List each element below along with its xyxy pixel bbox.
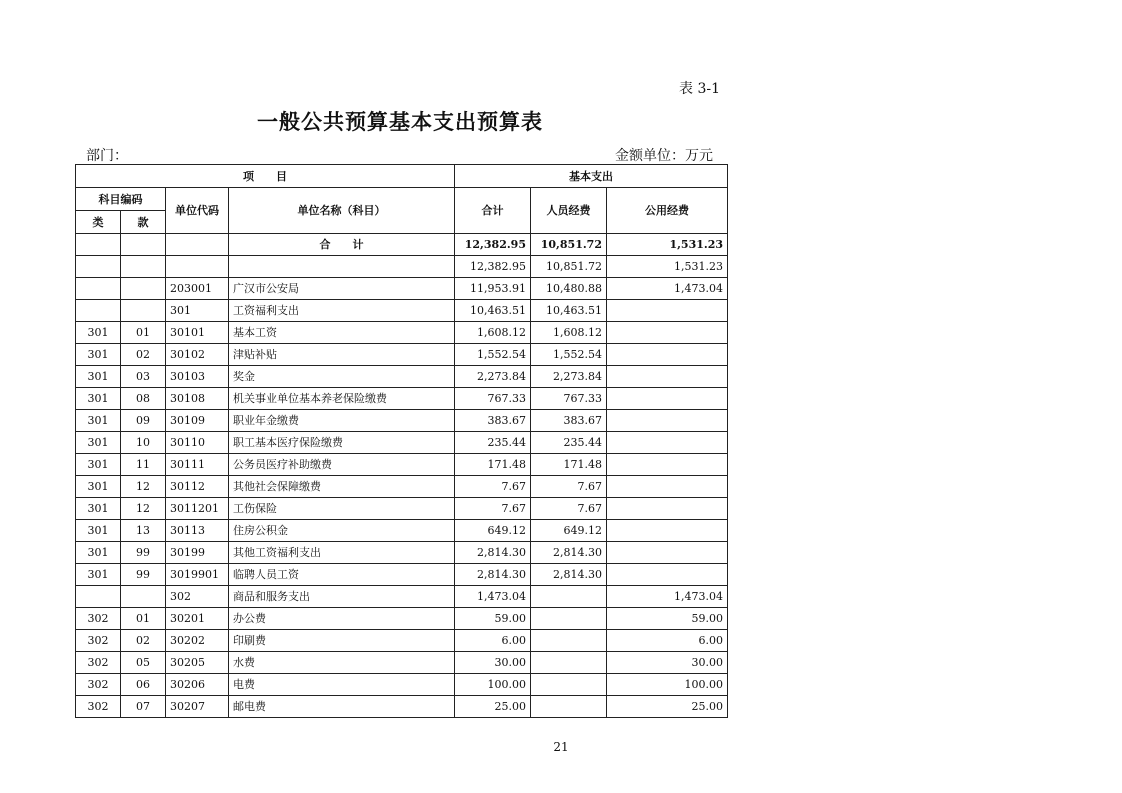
cell-total: 7.67 [455, 498, 531, 520]
table-row [76, 476, 728, 498]
cell-lei: 302 [76, 608, 121, 630]
cell-code: 30113 [166, 520, 229, 542]
cell-personnel [531, 630, 607, 652]
header-unit-code: 单位代码 [166, 188, 229, 234]
cell-lei: 302 [76, 630, 121, 652]
header-subject-code: 科目编码 [76, 188, 166, 211]
cell-lei: 301 [76, 366, 121, 388]
cell-public [607, 454, 728, 476]
cell-lei: 301 [76, 432, 121, 454]
cell-personnel: 7.67 [531, 476, 607, 498]
cell-public [607, 300, 728, 322]
cell-total: 2,814.30 [455, 542, 531, 564]
cell-code: 30102 [166, 344, 229, 366]
cell-kuan: 13 [121, 520, 166, 542]
cell-personnel [531, 608, 607, 630]
cell-total: 6.00 [455, 630, 531, 652]
cell-lei: 302 [76, 652, 121, 674]
cell-name: 电费 [229, 674, 455, 696]
table-row [76, 652, 728, 674]
table-row [76, 432, 728, 454]
table-row [76, 300, 728, 322]
header-unit-name: 单位名称（科目） [229, 188, 455, 234]
cell-personnel: 10,480.88 [531, 278, 607, 300]
cell-total: 383.67 [455, 410, 531, 432]
cell-code: 30101 [166, 322, 229, 344]
cell-kuan: 05 [121, 652, 166, 674]
cell-lei: 301 [76, 564, 121, 586]
cell-kuan [121, 256, 166, 278]
table-row [76, 278, 728, 300]
table-row [76, 564, 728, 586]
page-title: 一般公共预算基本支出预算表 [257, 109, 543, 134]
cell-kuan [121, 586, 166, 608]
cell-personnel: 10,851.72 [531, 256, 607, 278]
header-item: 项 目 [76, 165, 455, 188]
cell-lei: 301 [76, 454, 121, 476]
amount-unit-label: 金额单位：万元 [615, 148, 713, 164]
table-number: 表 3-1 [679, 81, 720, 97]
cell-total: 12,382.95 [455, 234, 531, 256]
cell-name: 工资福利支出 [229, 300, 455, 322]
cell-kuan [121, 234, 166, 256]
cell-lei [76, 586, 121, 608]
cell-kuan [121, 278, 166, 300]
cell-personnel: 235.44 [531, 432, 607, 454]
cell-kuan: 06 [121, 674, 166, 696]
cell-lei: 301 [76, 520, 121, 542]
cell-name: 广汉市公安局 [229, 278, 455, 300]
cell-code: 30206 [166, 674, 229, 696]
cell-code: 30108 [166, 388, 229, 410]
cell-total: 10,463.51 [455, 300, 531, 322]
table-row [76, 586, 728, 608]
cell-lei [76, 278, 121, 300]
cell-kuan: 99 [121, 564, 166, 586]
table-row [76, 344, 728, 366]
cell-kuan: 02 [121, 630, 166, 652]
cell-public [607, 366, 728, 388]
cell-kuan: 02 [121, 344, 166, 366]
cell-total: 100.00 [455, 674, 531, 696]
cell-lei [76, 234, 121, 256]
cell-kuan: 08 [121, 388, 166, 410]
cell-code: 30205 [166, 652, 229, 674]
table-row [76, 696, 728, 718]
cell-personnel: 10,463.51 [531, 300, 607, 322]
cell-personnel: 2,814.30 [531, 564, 607, 586]
table-row [76, 674, 728, 696]
page-number: 21 [553, 740, 569, 754]
cell-lei: 301 [76, 476, 121, 498]
cell-public: 1,531.23 [607, 234, 728, 256]
cell-personnel: 2,273.84 [531, 366, 607, 388]
cell-code: 30103 [166, 366, 229, 388]
cell-name: 职业年金缴费 [229, 410, 455, 432]
cell-total: 11,953.91 [455, 278, 531, 300]
cell-personnel: 1,552.54 [531, 344, 607, 366]
cell-code [166, 234, 229, 256]
cell-code: 30199 [166, 542, 229, 564]
table-row [76, 322, 728, 344]
cell-public: 25.00 [607, 696, 728, 718]
cell-personnel: 383.67 [531, 410, 607, 432]
cell-kuan: 12 [121, 498, 166, 520]
cell-name: 住房公积金 [229, 520, 455, 542]
cell-name: 机关事业单位基本养老保险缴费 [229, 388, 455, 410]
cell-name: 工伤保险 [229, 498, 455, 520]
cell-total: 1,608.12 [455, 322, 531, 344]
table-row [76, 454, 728, 476]
cell-total: 767.33 [455, 388, 531, 410]
cell-kuan: 10 [121, 432, 166, 454]
header-personnel: 人员经费 [531, 188, 607, 234]
cell-kuan: 07 [121, 696, 166, 718]
cell-total: 12,382.95 [455, 256, 531, 278]
cell-lei [76, 256, 121, 278]
cell-public [607, 476, 728, 498]
cell-name: 印刷费 [229, 630, 455, 652]
cell-lei: 301 [76, 388, 121, 410]
cell-name [229, 256, 455, 278]
cell-code: 3011201 [166, 498, 229, 520]
cell-code: 3019901 [166, 564, 229, 586]
cell-code: 30201 [166, 608, 229, 630]
cell-name: 其他社会保障缴费 [229, 476, 455, 498]
cell-name: 其他工资福利支出 [229, 542, 455, 564]
cell-lei: 301 [76, 410, 121, 432]
cell-lei: 301 [76, 542, 121, 564]
cell-public [607, 410, 728, 432]
cell-public: 1,473.04 [607, 278, 728, 300]
cell-code: 30112 [166, 476, 229, 498]
header-basic-expenditure: 基本支出 [455, 165, 728, 188]
table-row [76, 542, 728, 564]
cell-code: 30109 [166, 410, 229, 432]
cell-code: 301 [166, 300, 229, 322]
cell-personnel: 767.33 [531, 388, 607, 410]
cell-total: 649.12 [455, 520, 531, 542]
cell-code [166, 256, 229, 278]
cell-public [607, 520, 728, 542]
cell-code: 30202 [166, 630, 229, 652]
cell-public [607, 542, 728, 564]
cell-kuan: 01 [121, 322, 166, 344]
cell-lei [76, 300, 121, 322]
cell-code: 203001 [166, 278, 229, 300]
cell-lei: 301 [76, 344, 121, 366]
cell-public: 6.00 [607, 630, 728, 652]
cell-name: 临聘人员工资 [229, 564, 455, 586]
cell-public: 1,531.23 [607, 256, 728, 278]
cell-total: 7.67 [455, 476, 531, 498]
cell-public [607, 564, 728, 586]
cell-total: 235.44 [455, 432, 531, 454]
cell-kuan: 12 [121, 476, 166, 498]
budget-table [75, 164, 728, 718]
cell-kuan: 01 [121, 608, 166, 630]
cell-public [607, 344, 728, 366]
table-row-grand-total [76, 234, 728, 256]
header-public: 公用经费 [607, 188, 728, 234]
table-row [76, 366, 728, 388]
table-row [76, 520, 728, 542]
cell-name: 邮电费 [229, 696, 455, 718]
cell-personnel [531, 586, 607, 608]
cell-kuan: 99 [121, 542, 166, 564]
cell-name: 商品和服务支出 [229, 586, 455, 608]
cell-kuan [121, 300, 166, 322]
cell-kuan: 03 [121, 366, 166, 388]
table-row [76, 498, 728, 520]
cell-name: 公务员医疗补助缴费 [229, 454, 455, 476]
cell-kuan: 09 [121, 410, 166, 432]
cell-total: 171.48 [455, 454, 531, 476]
cell-lei: 301 [76, 498, 121, 520]
table-row [76, 388, 728, 410]
cell-name: 合 计 [229, 234, 455, 256]
cell-total: 25.00 [455, 696, 531, 718]
cell-code: 30207 [166, 696, 229, 718]
cell-personnel [531, 696, 607, 718]
cell-public: 100.00 [607, 674, 728, 696]
cell-lei: 302 [76, 696, 121, 718]
cell-personnel: 7.67 [531, 498, 607, 520]
cell-total: 59.00 [455, 608, 531, 630]
header-lei: 类 [76, 211, 121, 234]
cell-code: 30111 [166, 454, 229, 476]
cell-name: 职工基本医疗保险缴费 [229, 432, 455, 454]
cell-public [607, 388, 728, 410]
cell-public [607, 498, 728, 520]
cell-name: 基本工资 [229, 322, 455, 344]
cell-code: 30110 [166, 432, 229, 454]
cell-total: 2,814.30 [455, 564, 531, 586]
cell-public: 30.00 [607, 652, 728, 674]
cell-public [607, 322, 728, 344]
header-total: 合计 [455, 188, 531, 234]
table-row [76, 256, 728, 278]
cell-total: 2,273.84 [455, 366, 531, 388]
cell-public: 1,473.04 [607, 586, 728, 608]
cell-lei: 301 [76, 322, 121, 344]
cell-personnel: 2,814.30 [531, 542, 607, 564]
cell-personnel: 1,608.12 [531, 322, 607, 344]
cell-personnel [531, 674, 607, 696]
cell-total: 30.00 [455, 652, 531, 674]
cell-public: 59.00 [607, 608, 728, 630]
cell-total: 1,552.54 [455, 344, 531, 366]
header-kuan: 款 [121, 211, 166, 234]
cell-personnel: 649.12 [531, 520, 607, 542]
cell-name: 办公费 [229, 608, 455, 630]
cell-personnel: 10,851.72 [531, 234, 607, 256]
table-row [76, 608, 728, 630]
department-label: 部门： [86, 148, 128, 164]
cell-total: 1,473.04 [455, 586, 531, 608]
cell-personnel [531, 652, 607, 674]
cell-name: 津贴补贴 [229, 344, 455, 366]
cell-name: 奖金 [229, 366, 455, 388]
cell-personnel: 171.48 [531, 454, 607, 476]
table-row [76, 630, 728, 652]
cell-name: 水费 [229, 652, 455, 674]
cell-kuan: 11 [121, 454, 166, 476]
table-row [76, 410, 728, 432]
cell-code: 302 [166, 586, 229, 608]
cell-lei: 302 [76, 674, 121, 696]
cell-public [607, 432, 728, 454]
